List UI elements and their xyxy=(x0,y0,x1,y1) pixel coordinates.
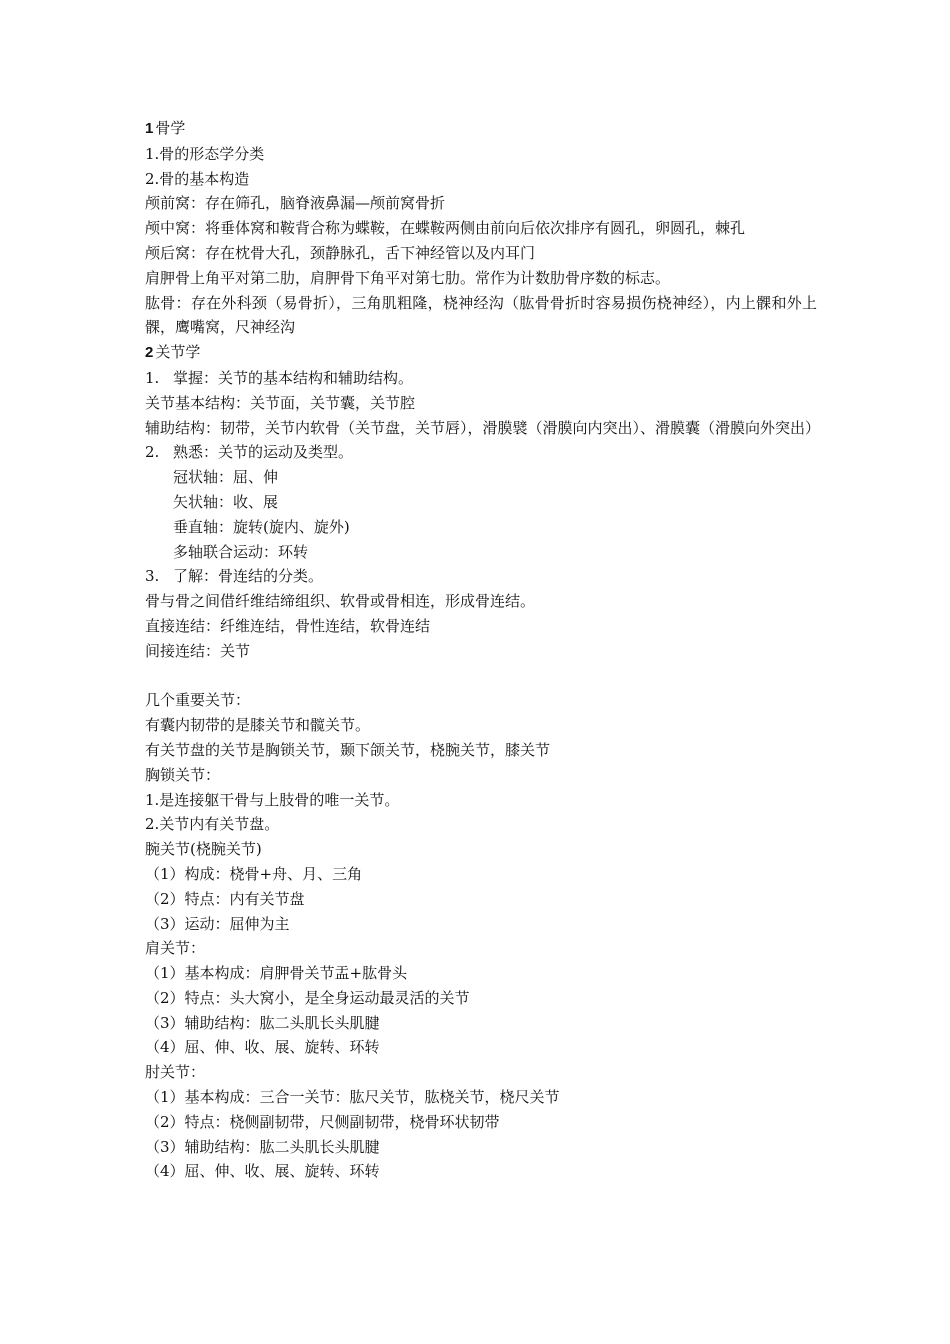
indented-line: 冠状轴：屈、伸 xyxy=(173,468,279,487)
blank-line xyxy=(145,664,817,689)
list-item xyxy=(145,440,817,465)
section-number: 1 xyxy=(145,120,154,137)
text-line: （2）特点：头大窝小，是全身运动最灵活的关节 xyxy=(145,988,470,1007)
text-line: 肩关节： xyxy=(145,939,206,958)
text-line: （1）基本构成：肩胛骨关节盂+肱骨头 xyxy=(145,964,408,983)
text-line: （3）辅助结构：肱二头肌长头肌腱 xyxy=(145,1137,380,1156)
text-paragraph: 肱骨：存在外科颈（易骨折），三角肌粗隆，桡神经沟（肱骨骨折时容易损伤桡神经），内上髁和外上髁，鹰嘴窝，尺神经沟 xyxy=(145,293,817,337)
section-number: 2 xyxy=(145,344,154,362)
text-line: 关节基本结构：关节面，关节囊，关节腔 xyxy=(145,393,416,412)
list-text: 熟悉：关节的运动及类型。 xyxy=(173,443,354,462)
text-line: （2）特点：桡侧副韧带，尺侧副韧带，桡骨环状韧带 xyxy=(145,1112,500,1131)
text-line: 肩胛骨上角平对第二肋，肩胛骨下角平对第七肋。常作为计数肋骨序数的标志。 xyxy=(145,268,671,287)
text-line: （1）基本构成：三合一关节：肱尺关节，肱桡关节，桡尺关节 xyxy=(145,1088,560,1107)
text-line: （3）运动：屈伸为主 xyxy=(145,914,290,933)
text-line: 有囊内韧带的是膝关节和髋关节。 xyxy=(145,716,371,735)
text-paragraph: 辅助结构：韧带，关节内软骨（关节盘，关节唇），滑膜襞（滑膜向内突出）、滑膜囊（滑膜向外突出） xyxy=(145,418,821,437)
text-line: 1.骨的形态学分类 xyxy=(145,144,265,163)
indented-line: 矢状轴：收、展 xyxy=(173,492,279,511)
section-title: 关节学 xyxy=(155,343,201,362)
text-line: 骨与骨之间借纤维结缔组织、软骨或骨相连，形成骨连结。 xyxy=(145,592,536,611)
text-line: （4）屈、伸、收、展、旋转、环转 xyxy=(145,1038,380,1057)
text-line: 2.关节内有关节盘。 xyxy=(145,815,280,834)
text-line: 颅前窝：存在筛孔，脑脊液鼻漏—颅前窝骨折 xyxy=(145,194,446,213)
document-page xyxy=(145,116,821,1184)
text-line: （1）构成：桡骨+舟、月、三角 xyxy=(145,864,363,883)
text-line: 颅后窝：存在枕骨大孔，颈静脉孔，舌下神经管以及内耳门 xyxy=(145,243,536,262)
text-line: 颅中窝：将垂体窝和鞍背合称为蝶鞍，在蝶鞍两侧由前向后依次排序有圆孔，卵圆孔，棘孔 xyxy=(145,219,746,238)
text-line: 胸锁关节： xyxy=(145,765,221,784)
section-heading-osteology xyxy=(145,116,817,142)
text-line: 腕关节(桡腕关节) xyxy=(145,840,262,859)
list-text: 掌握：关节的基本结构和辅助结构。 xyxy=(173,368,414,387)
text-line: （2）特点：内有关节盘 xyxy=(145,889,305,908)
text-line: 2.骨的基本构造 xyxy=(145,169,250,188)
list-item xyxy=(145,564,817,589)
list-text: 了解：骨连结的分类。 xyxy=(173,567,324,586)
text-line: （3）辅助结构：肱二头肌长头肌腱 xyxy=(145,1013,380,1032)
indented-line: 垂直轴：旋转(旋内、旋外) xyxy=(173,517,350,536)
list-number: 2. xyxy=(145,443,160,462)
list-item xyxy=(145,366,817,391)
text-line: 间接连结：关节 xyxy=(145,641,251,660)
text-line: 有关节盘的关节是胸锁关节，颞下颌关节，桡腕关节，膝关节 xyxy=(145,740,551,759)
list-number: 1. xyxy=(145,368,160,387)
text-line: 1.是连接躯干骨与上肢骨的唯一关节。 xyxy=(145,790,400,809)
list-number: 3. xyxy=(145,567,160,586)
text-line: 几个重要关节： xyxy=(145,691,251,710)
text-line: （4）屈、伸、收、展、旋转、环转 xyxy=(145,1162,380,1181)
text-line: 直接连结：纤维连结，骨性连结，软骨连结 xyxy=(145,616,431,635)
section-heading-arthrology xyxy=(145,340,817,366)
section-title: 骨学 xyxy=(155,119,186,137)
text-line: 肘关节： xyxy=(145,1063,206,1082)
indented-line: 多轴联合运动：环转 xyxy=(173,542,309,561)
